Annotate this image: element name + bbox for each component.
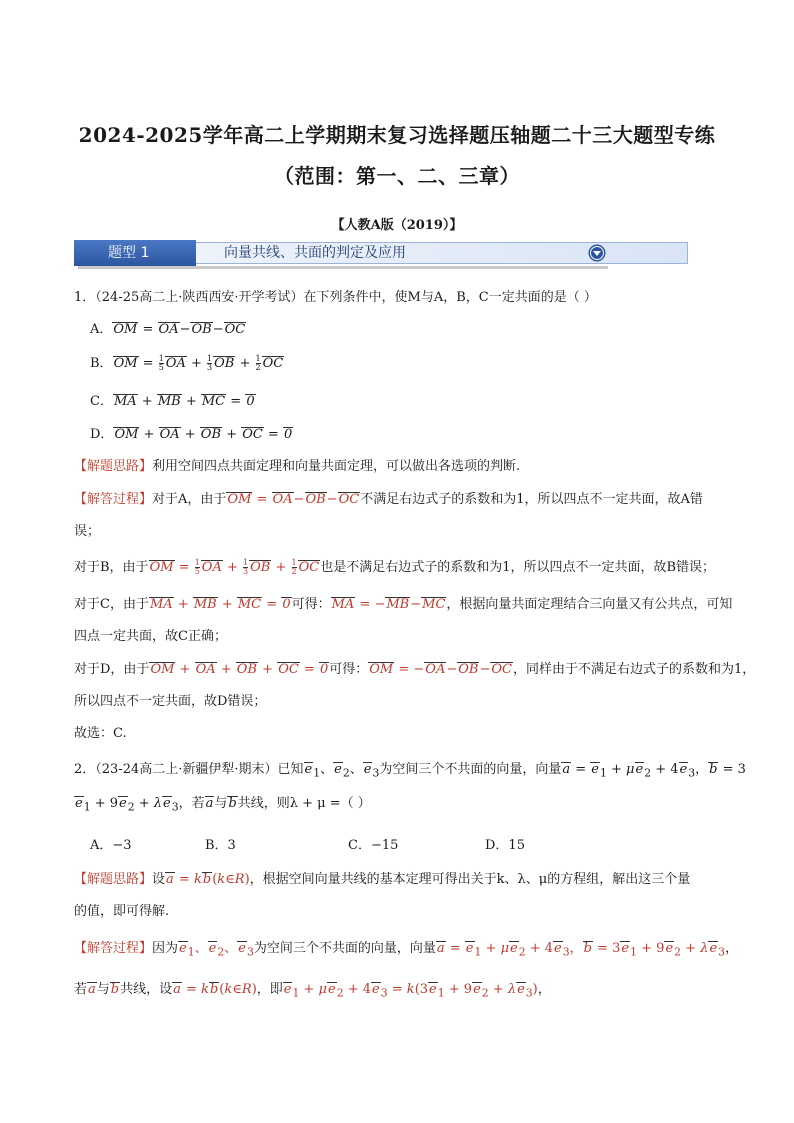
text: ，根据空间向量共线的基本定理可得出关于k、λ、μ的方程组，解出这三个量 [249, 872, 691, 887]
text: 共线，则λ + μ =（ ） [237, 796, 371, 811]
text: ，即 [256, 982, 283, 997]
q1-process-a: 【解答过程】对于A，由于OM = OA−OB−OC不满足右边式子的系数和为1，所以四点不一定共面，故A错 [74, 492, 703, 507]
q2-option-d[interactable]: D．15 [485, 838, 525, 853]
text: 设 [152, 872, 166, 887]
text: 若 [74, 982, 88, 997]
idea-text: 利用空间四点共面定理和向量共面定理，可以做出各选项的判断. [152, 459, 521, 474]
text: 2．（23-24高二上·新疆伊犁·期末）已知 [74, 762, 304, 777]
q1-process-c: 对于C，由于MA + MB + MC = 0可得：MA = −MB−MC，根据向量共面定理结合三向量又有公共点，可知 [74, 597, 733, 612]
q1-option-a[interactable]: A．OM = OA−OB−OC [90, 322, 246, 337]
q2-option-b[interactable]: B．3 [205, 838, 236, 853]
banner-shadow [78, 266, 608, 269]
q1-process-b: 对于B，由于OM = $\frac{1}{5}$ OA + $\frac{1}{3}$ OB + $\frac{1}{2}$ OC也是不满足右边式子的系数和为1，所以四点不一定共面，故B错误； [74, 558, 716, 576]
text: ，同样由于不满足右边式子的系数和为1， [512, 662, 756, 677]
option-label: A． [90, 322, 113, 337]
q2-process: 【解答过程】因为$e_1$、$e_2$、$e_3$为空间三个不共面的向量，向量$a = e_1 + \mu e_2 + 4e_3$，$b = 3e_1 + 9e_2 + \lambda e_3$， [74, 941, 739, 959]
text: 为空间三个不共面的向量，向量 [379, 762, 562, 777]
text: 共线，设 [120, 982, 173, 997]
q2-process-cont: 若a与b共线，设a = kb(k∈R)，即$e_1 + \mu e_2 + 4e_3 = k(3e_1 + 9e_2 + \lambda e_3)$， [74, 982, 551, 1000]
q1-option-c[interactable]: C．MA + MB + MC = 0 [90, 394, 255, 409]
page-subtitle: （范围：第一、二、三章） [274, 164, 520, 188]
q1-process-a-cont: 误； [74, 524, 101, 539]
banner-label: 向量共线、共面的判定及应用 [224, 245, 406, 261]
option-label: D． [90, 427, 114, 442]
q1-answer: 故选：C. [74, 726, 127, 741]
text: 也是不满足右边式子的系数和为1，所以四点不一定共面，故B错误； [320, 560, 716, 575]
text: 可得： [329, 662, 369, 677]
q1-process-d-cont: 所以四点不一定共面，故D错误； [74, 694, 267, 709]
text: ，根据向量共面定理结合三向量又有公共点，可知 [446, 597, 733, 612]
text: 可得： [291, 597, 331, 612]
idea-label: 【解题思路】 [74, 872, 153, 887]
option-label: C． [90, 394, 113, 409]
idea-label: 【解题思路】 [74, 459, 153, 474]
chevron-down-icon[interactable] [588, 244, 606, 262]
option-label: B． [90, 356, 113, 371]
q1-process-d: 对于D，由于OM + OA + OB + OC = 0可得：OM = −OA−OB−OC，同样由于不满足右边式子的系数和为1， [74, 662, 756, 677]
text: 对于B，由于 [74, 560, 149, 575]
edition-label: 【人教A版（2019）】 [331, 218, 463, 233]
page-title: 2024-2025学年高二上学期期末复习选择题压轴题二十三大题型专练 [78, 123, 716, 147]
q2-option-a[interactable]: A．−3 [90, 838, 132, 853]
q1-stem: 1．（24-25高二上·陕西西安·开学考试）在下列条件中，使M与A，B，C一定共面的是（ ） [74, 290, 597, 305]
text: 因为 [152, 941, 179, 956]
text: 对于D，由于 [74, 662, 150, 677]
text: 对于C，由于 [74, 597, 149, 612]
text: 为空间三个不共面的向量，向量 [253, 941, 436, 956]
q2-stem-cont: $e_1 + 9e_2 + \lambda e_3$，若a与b共线，则λ + μ =（ ） [75, 796, 371, 814]
q2-stem: 2．（23-24高二上·新疆伊犁·期末）已知$e_1$、$e_2$、$e_3$为空间三个不共面的向量，向量$a = e_1 + \mu e_2 + 4e_3$，b = 3 [74, 762, 746, 780]
process-label: 【解答过程】 [74, 492, 153, 507]
banner-tag: 题型 1 [74, 240, 196, 266]
text: 不满足右边式子的系数和为1，所以四点不一定共面，故A错 [360, 492, 703, 507]
q1-idea [74, 455, 520, 474]
text: ，若 [178, 796, 205, 811]
q1-option-d[interactable]: D．OM + OA + OB + OC = 0 [90, 427, 293, 442]
q1-option-b[interactable]: B．OM = $\frac{1}{5}$ OA + $\frac{1}{3}$ OB + $\frac{1}{2}$ OC [90, 354, 284, 372]
q1-process-c-cont: 四点一定共面，故C正确； [74, 629, 227, 644]
q2-idea-cont: 的值，即可得解. [74, 904, 170, 919]
process-label: 【解答过程】 [74, 941, 153, 956]
topic-banner [74, 240, 614, 266]
text: 对于A，由于 [152, 492, 227, 507]
q2-option-c[interactable]: C．−15 [348, 838, 399, 853]
q2-idea: 【解题思路】设a = kb(k∈R)，根据空间向量共线的基本定理可得出关于k、λ、μ的方程组，解出这三个量 [74, 872, 691, 887]
